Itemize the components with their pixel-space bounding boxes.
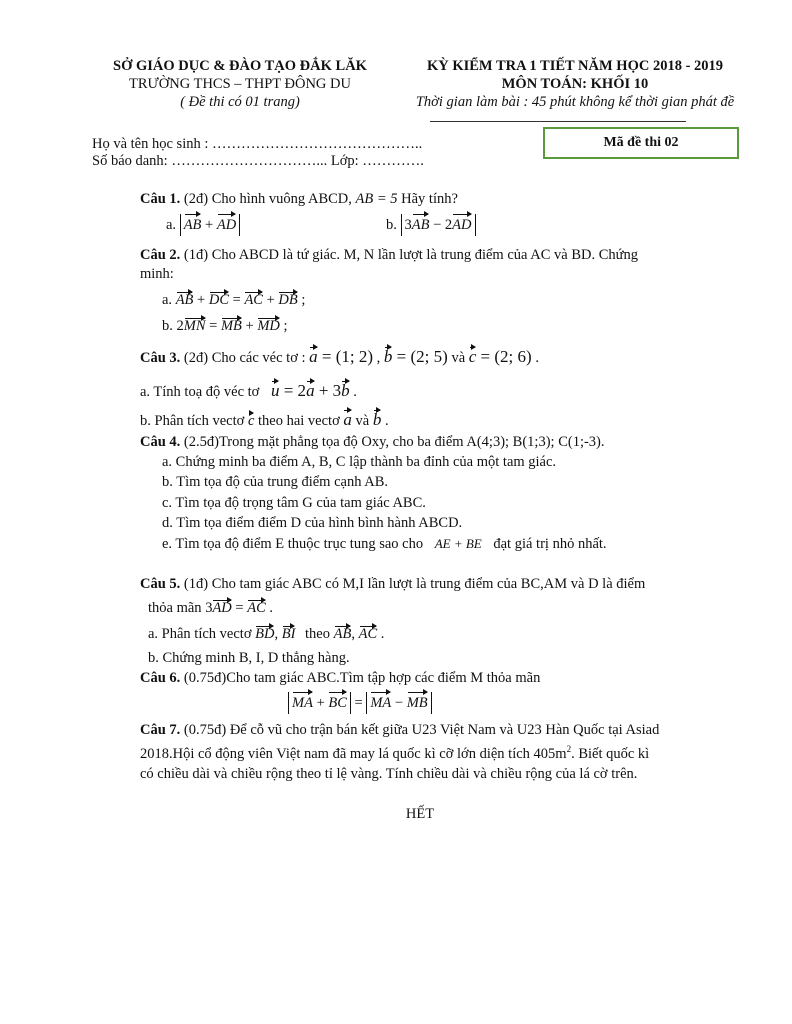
q4-item-d: d. Tìm tọa điểm điểm D của hình bình hành ABCD.	[162, 515, 463, 531]
q3-a-label: a. Tính toạ độ véc tơ	[140, 384, 260, 400]
q7-text1: (0.75đ) Để cỗ vũ cho trận bán kết giữa U23 Việt Nam và U23 Hàn Quốc tại Asiad	[180, 722, 660, 738]
q4-item-b: b. Tìm tọa độ của trung điểm cạnh AB.	[162, 474, 389, 490]
q4-line	[140, 434, 605, 451]
dept-name: SỞ GIÁO DỤC & ĐÀO TẠO ĐẮK LĂK	[113, 58, 367, 74]
q5-b: b. Chứng minh B, I, D thẳng hàng.	[148, 650, 350, 666]
q5-condition: thỏa mãn 3AD = AC .	[148, 600, 273, 616]
student-name-line: Họ và tên học sinh : ……………………………………..	[92, 136, 423, 152]
q2-label: Câu 2.	[140, 247, 181, 263]
q3-vb: = (2; 5)	[396, 347, 448, 366]
q2-a: a. AB + DC = AC + DB ;	[162, 292, 306, 308]
q2-a-label: a.	[162, 292, 173, 308]
q5-text2: thỏa mãn	[148, 600, 202, 616]
time-note: Thời gian làm bài : 45 phút không kể thời gian phát đề	[415, 94, 735, 110]
q7-line1	[140, 722, 659, 739]
q7-label: Câu 7.	[140, 722, 181, 738]
q6-label: Câu 6.	[140, 670, 181, 686]
q3-b-mid: theo hai vectơ	[258, 413, 340, 429]
q1-tail: Hãy tính?	[397, 191, 458, 207]
q5-text: (1đ) Cho tam giác ABC có M,I lần lượt là trung điểm của BC,AM và D là điểm	[180, 576, 646, 592]
subject-line: MÔN TOÁN: KHỐI 10	[501, 76, 649, 92]
header-underline	[430, 121, 686, 122]
exam-code-box: Mã đề thi 02	[543, 127, 739, 159]
q6-line	[140, 670, 540, 687]
q2-b-label: b.	[162, 318, 173, 334]
q5-a: a. Phân tích vectơ BD, BI theo AB, AC .	[148, 626, 385, 642]
q7-sup: 2	[566, 744, 572, 754]
q1-b-label: b.	[386, 217, 397, 233]
q3-vc: = (2; 6)	[480, 347, 532, 366]
q3-label: Câu 3.	[140, 350, 181, 366]
page-count-note: ( Đề thi có 01 trang)	[180, 94, 300, 110]
q1-b-expr: 3AB − 2AD	[401, 214, 476, 236]
q1-a	[166, 214, 240, 236]
q1-a-expr: AB + AD	[180, 214, 241, 236]
q6-expr: MA + BC = MA − MB	[288, 692, 432, 714]
q1-a-label: a.	[166, 217, 177, 233]
q7-line2	[140, 744, 649, 763]
q2-text: (1đ) Cho ABCD là tứ giác. M, N lần lượt là trung điểm của AC và BD. Chứng	[180, 247, 639, 263]
q5-line	[140, 576, 645, 593]
q4-item-a: a. Chứng minh ba điểm A, B, C lập thành ba đỉnh của một tam giác.	[162, 454, 557, 470]
q3-and: và	[451, 350, 466, 366]
q4-item-e-text: e. Tìm tọa độ điểm E thuộc trục tung sao cho	[162, 536, 424, 552]
q3-a: a. Tính toạ độ véc tơ u = 2a + 3b .	[140, 381, 357, 400]
q1-line	[140, 191, 458, 208]
q2-line	[140, 247, 638, 264]
q4-item-c: c. Tìm tọa độ trọng tâm G của tam giác ABC.	[162, 495, 426, 511]
q1-cond: AB = 5	[355, 191, 398, 207]
student-id-line: Số báo danh: …………………………... Lớp: ………….	[92, 153, 424, 169]
q2-text2: minh:	[140, 266, 174, 282]
q7-text2a: 2018.Hội cổ động viên Việt nam đã may lá quốc kì cỡ lớn diện tích 405m	[140, 745, 567, 762]
q6-text: (0.75đ)Cho tam giác ABC.Tìm tập hợp các điểm M thỏa mãn	[180, 670, 541, 686]
q3-text: (2đ) Cho các véc tơ :	[180, 350, 310, 366]
q3-b: b. Phân tích vectơ c theo hai vectơ a và b .	[140, 410, 389, 429]
q4-text: (2.5đ)Trong mặt phẳng tọa độ Oxy, cho ba điểm A(4;3); B(1;3); C(1;-3).	[180, 434, 605, 450]
q1-label: Câu 1.	[140, 191, 181, 207]
q1-text: (2đ) Cho hình vuông ABCD,	[180, 191, 356, 207]
q4-e-expr: AE + BE	[434, 536, 482, 551]
q2-b: b. 2MN = MB + MD ;	[162, 318, 288, 334]
q3-b-and: và	[355, 413, 370, 429]
q5-label: Câu 5.	[140, 576, 181, 592]
q5-a-mid: theo	[305, 626, 330, 642]
q4-label: Câu 4.	[140, 434, 181, 450]
q3-line: Câu 3. (2đ) Cho các véc tơ : a = (1; 2) , b = (2; 5) và c = (2; 6) .	[140, 347, 539, 366]
q4-e-tail: đạt giá trị nhỏ nhất.	[493, 536, 607, 552]
q3-va: = (1; 2)	[321, 347, 374, 366]
q5-a-label: a. Phân tích vectơ	[148, 626, 252, 642]
q1-b	[386, 214, 476, 236]
q4-item-e	[162, 536, 607, 553]
exam-title: KỲ KIỂM TRA 1 TIẾT NĂM HỌC 2018 - 2019	[426, 58, 724, 74]
school-name: TRƯỜNG THCS – THPT ĐÔNG DU	[129, 76, 351, 92]
q7-text2b: . Biết quốc kì	[571, 745, 650, 762]
q3-b-label: b. Phân tích vectơ	[140, 413, 245, 429]
q7-line3: có chiều dài và chiều rộng theo tỉ lệ vàng. Tính chiều dài và chiều rộng của lá cờ trên.	[140, 766, 638, 782]
end-marker: HẾT	[405, 806, 435, 822]
